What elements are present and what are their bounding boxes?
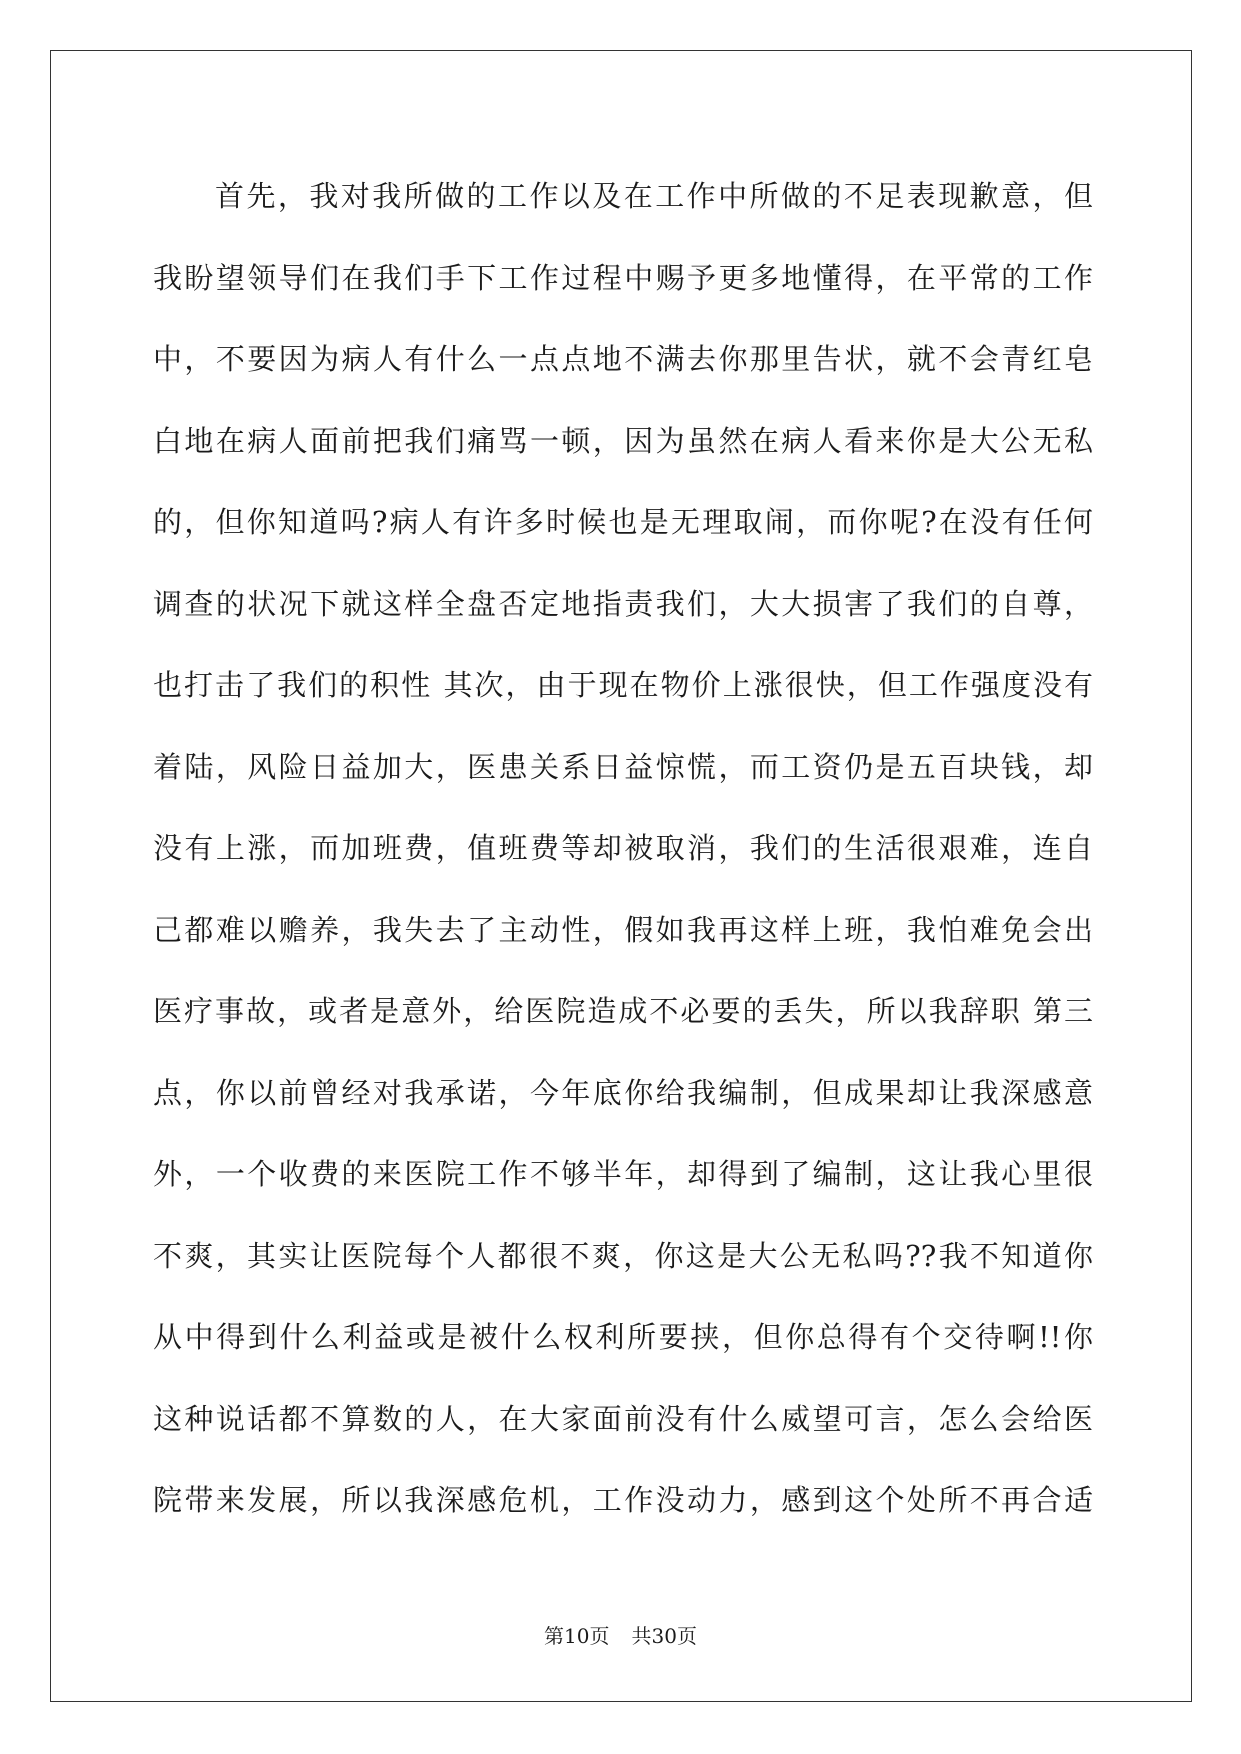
- page-footer: [0, 1622, 1241, 1650]
- text-line: 调查的状况下就这样全盘否定地指责我们，大大损害了我们的自尊，: [153, 586, 1093, 621]
- text-line: 的，但你知道吗?病人有许多时候也是无理取闹，而你呢?在没有任何: [153, 505, 1093, 539]
- text-line: 不爽，其实让医院每个人都很不爽，你这是大公无私吗??我不知道你: [153, 1238, 1093, 1273]
- document-body: [153, 156, 1093, 1542]
- page-total: 共30页: [631, 1624, 697, 1648]
- text-line: 院带来发展，所以我深感危机，工作没动力，感到这个处所不再合适: [153, 1483, 1093, 1517]
- text-line: 点，你以前曾经对我承诺，今年底你给我编制，但成果却让我深感意: [153, 1075, 1093, 1110]
- page-number: 第10页: [544, 1624, 610, 1648]
- text-line: 医疗事故，或者是意外，给医院造成不必要的丢失，所以我辞职 第三: [153, 994, 1093, 1028]
- text-line: 中，不要因为病人有什么一点点地不满去你那里告状，就不会青红皂: [153, 342, 1093, 376]
- text-line: 外，一个收费的来医院工作不够半年，却得到了编制，这让我心里很: [153, 1157, 1093, 1191]
- text-line: 我盼望领导们在我们手下工作过程中赐予更多地懂得，在平常的工作: [153, 260, 1093, 295]
- text-line: 着陆，风险日益加大，医患关系日益惊慌，而工资仍是五百块钱，却: [153, 749, 1093, 784]
- text-line: 也打击了我们的积性 其次，由于现在物价上涨很快，但工作强度没有: [153, 668, 1093, 702]
- text-line: 首先，我对我所做的工作以及在工作中所做的不足表现歉意，但: [215, 179, 1093, 213]
- text-line: 从中得到什么利益或是被什么权利所要挟，但你总得有个交待啊!!你: [153, 1320, 1093, 1354]
- text-line: 没有上涨，而加班费，值班费等却被取消，我们的生活很艰难，连自: [153, 831, 1093, 865]
- text-line: 这种说话都不算数的人，在大家面前没有什么威望可言，怎么会给医: [153, 1401, 1093, 1436]
- text-line: 白地在病人面前把我们痛骂一顿，因为虽然在病人看来你是大公无私: [153, 423, 1093, 458]
- text-line: 己都难以赡养，我失去了主动性，假如我再这样上班，我怕难免会出: [153, 912, 1093, 947]
